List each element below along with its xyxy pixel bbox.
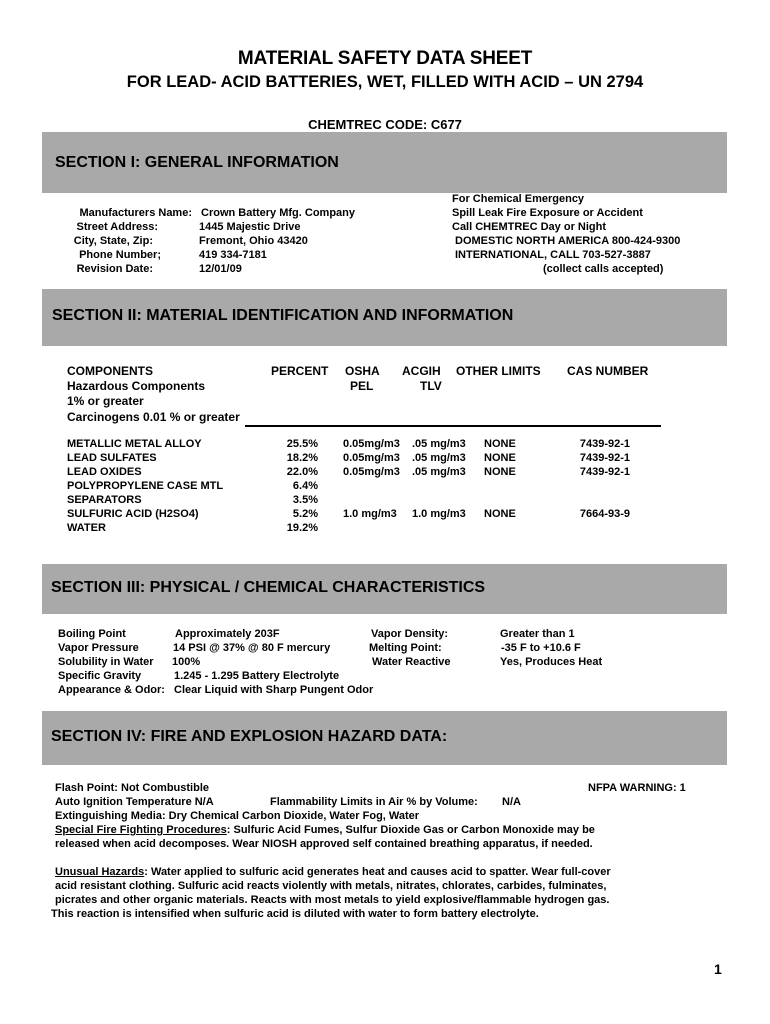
table-cell-osha: 0.05mg/m3 [343,452,400,464]
vapor-pressure-value: 14 PSI @ 37% @ 80 F mercury [173,642,331,654]
table-cell-percent: 25.5% [286,438,318,450]
table-cell-acgih: 1.0 mg/m3 [412,508,466,520]
boiling-point-label: Boiling Point [58,628,126,640]
emergency-line: Spill Leak Fire Exposure or Accident [452,207,643,219]
table-cell-other: NONE [484,466,516,478]
section-4-heading: SECTION IV: FIRE AND EXPLOSION HAZARD DATA: [51,728,448,745]
section-2-band [42,289,727,346]
unusual-hazards-text: : Water applied to sulfuric acid generates heat and causes acid to spatter. Wear full-cover [144,866,611,878]
manufacturer-value: Crown Battery Mfg. Company [201,207,356,219]
city-value: Fremont, Ohio 43420 [199,235,308,247]
specific-gravity-value: 1.245 - 1.295 Battery Electrolyte [174,670,340,682]
appearance-value: Clear Liquid with Sharp Pungent Odor [174,684,374,696]
col-pel: PEL [350,379,374,393]
unusual-hazards-text-3: picrates and other organic materials. Reacts with most metals to yield explosive/flammable hydrogen gas. [55,894,610,906]
street-label: Street Address: [76,221,158,233]
unusual-hazards-label: Unusual Hazards [55,866,145,878]
document-title: MATERIAL SAFETY DATA SHEET [237,48,533,69]
table-cell-name: WATER [67,522,106,534]
col-percent: PERCENT [271,364,329,378]
header-rule [245,425,661,427]
table-cell-percent: 22.0% [286,466,318,478]
phone-label: Phone Number; [79,249,161,261]
table-cell-name: LEAD SULFATES [67,452,157,464]
nfpa-warning: NFPA WARNING: 1 [588,782,686,794]
extinguishing-media: Extinguishing Media: Dry Chemical Carbon Dioxide, Water Fog, Water [55,810,420,822]
table-cell-name: SEPARATORS [67,494,142,506]
col-hazardous-threshold: 1% or greater [67,394,144,408]
unusual-hazards [55,866,611,878]
table-cell-percent: 19.2% [286,522,318,534]
table-cell-other: NONE [484,452,516,464]
revision-value: 12/01/09 [199,263,242,275]
vapor-pressure-label: Vapor Pressure [58,642,139,654]
section-4-band [42,711,727,765]
table-cell-acgih: .05 mg/m3 [412,466,466,478]
unusual-hazards-text-4: This reaction is intensified when sulfuric acid is diluted with water to form battery electrolyte. [51,908,539,920]
special-procedures-text-2: released when acid decomposes. Wear NIOSH approved self contained breathing apparatus, if needed. [55,838,593,850]
special-procedures-label: Special Fire Fighting Procedures [55,824,227,836]
emergency-line: Call CHEMTREC Day or Night [452,221,607,233]
specific-gravity-label: Specific Gravity [58,670,142,682]
chemtrec-code: CHEMTREC CODE: C677 [308,117,462,132]
col-osha: OSHA [345,364,380,378]
solubility-label: Solubility in Water [58,656,154,668]
emergency-line: For Chemical Emergency [452,193,585,205]
manufacturer-label: Manufacturers Name: [79,207,192,219]
table-cell-percent: 6.4% [292,480,318,492]
section-2-heading: SECTION II: MATERIAL IDENTIFICATION AND INFORMATION [52,307,514,324]
table-cell-name: POLYPROPYLENE CASE MTL [67,480,224,492]
water-reactive-value: Yes, Produces Heat [500,656,603,668]
table-cell-name: SULFURIC ACID (H2SO4) [67,508,199,520]
unusual-hazards-text-2: acid resistant clothing. Sulfuric acid reacts violently with metals, nitrates, chlorates, carbides, fulminates, [55,880,607,892]
vapor-density-value: Greater than 1 [500,628,575,640]
flash-point: Flash Point: Not Combustible [55,782,209,794]
table-cell-other: NONE [484,438,516,450]
col-hazardous: Hazardous Components [67,379,206,393]
table-cell-cas: 7664-93-9 [579,508,630,520]
col-other-limits: OTHER LIMITS [456,364,541,378]
emergency-line: INTERNATIONAL, CALL 703-527-3887 [455,249,651,261]
table-cell-percent: 3.5% [292,494,318,506]
city-label: City, State, Zip: [73,235,153,247]
appearance-label: Appearance & Odor: [58,684,165,696]
boiling-point-value: Approximately 203F [175,628,280,640]
flammability-limits: Flammability Limits in Air % by Volume: [270,796,478,808]
col-components: COMPONENTS [67,364,154,378]
melting-point-label: Melting Point: [369,642,442,654]
emergency-line: DOMESTIC NORTH AMERICA 800-424-9300 [455,235,681,247]
table-cell-name: METALLIC METAL ALLOY [67,438,202,450]
table-cell-acgih: .05 mg/m3 [412,452,466,464]
emergency-line: (collect calls accepted) [543,263,664,275]
table-cell-percent: 5.2% [292,508,318,520]
table-cell-acgih: .05 mg/m3 [412,438,466,450]
page-number: 1 [714,961,722,977]
table-cell-name: LEAD OXIDES [67,466,142,478]
table-cell-osha: 1.0 mg/m3 [343,508,397,520]
flammability-value: N/A [502,796,521,808]
document-subtitle: FOR LEAD- ACID BATTERIES, WET, FILLED WITH ACID – UN 2794 [126,73,644,91]
street-value: 1445 Majestic Drive [199,221,301,233]
col-acgih: ACGIH [402,364,441,378]
section-3-heading: SECTION III: PHYSICAL / CHEMICAL CHARACTERISTICS [51,579,486,596]
section-3-band [42,564,727,614]
revision-label: Revision Date: [76,263,153,275]
melting-point-value: -35 F to +10.6 F [501,642,581,654]
table-cell-osha: 0.05mg/m3 [343,466,400,478]
table-cell-cas: 7439-92-1 [579,466,630,478]
special-procedures [55,824,595,836]
section-1-heading: SECTION I: GENERAL INFORMATION [55,154,339,171]
table-cell-osha: 0.05mg/m3 [343,438,400,450]
section-1-band [42,132,727,193]
table-cell-other: NONE [484,508,516,520]
col-tlv: TLV [420,379,442,393]
auto-ignition: Auto Ignition Temperature N/A [55,796,214,808]
col-cas-number: CAS NUMBER [567,364,649,378]
solubility-value: 100% [172,656,201,668]
col-carcinogens: Carcinogens 0.01 % or greater [67,410,240,424]
phone-value: 419 334-7181 [199,249,267,261]
table-cell-cas: 7439-92-1 [579,438,630,450]
vapor-density-label: Vapor Density: [371,628,449,640]
table-cell-percent: 18.2% [286,452,318,464]
table-cell-cas: 7439-92-1 [579,452,630,464]
water-reactive-label: Water Reactive [372,656,451,668]
special-procedures-text: : Sulfuric Acid Fumes, Sulfur Dioxide Gas or Carbon Monoxide may be [226,824,595,836]
